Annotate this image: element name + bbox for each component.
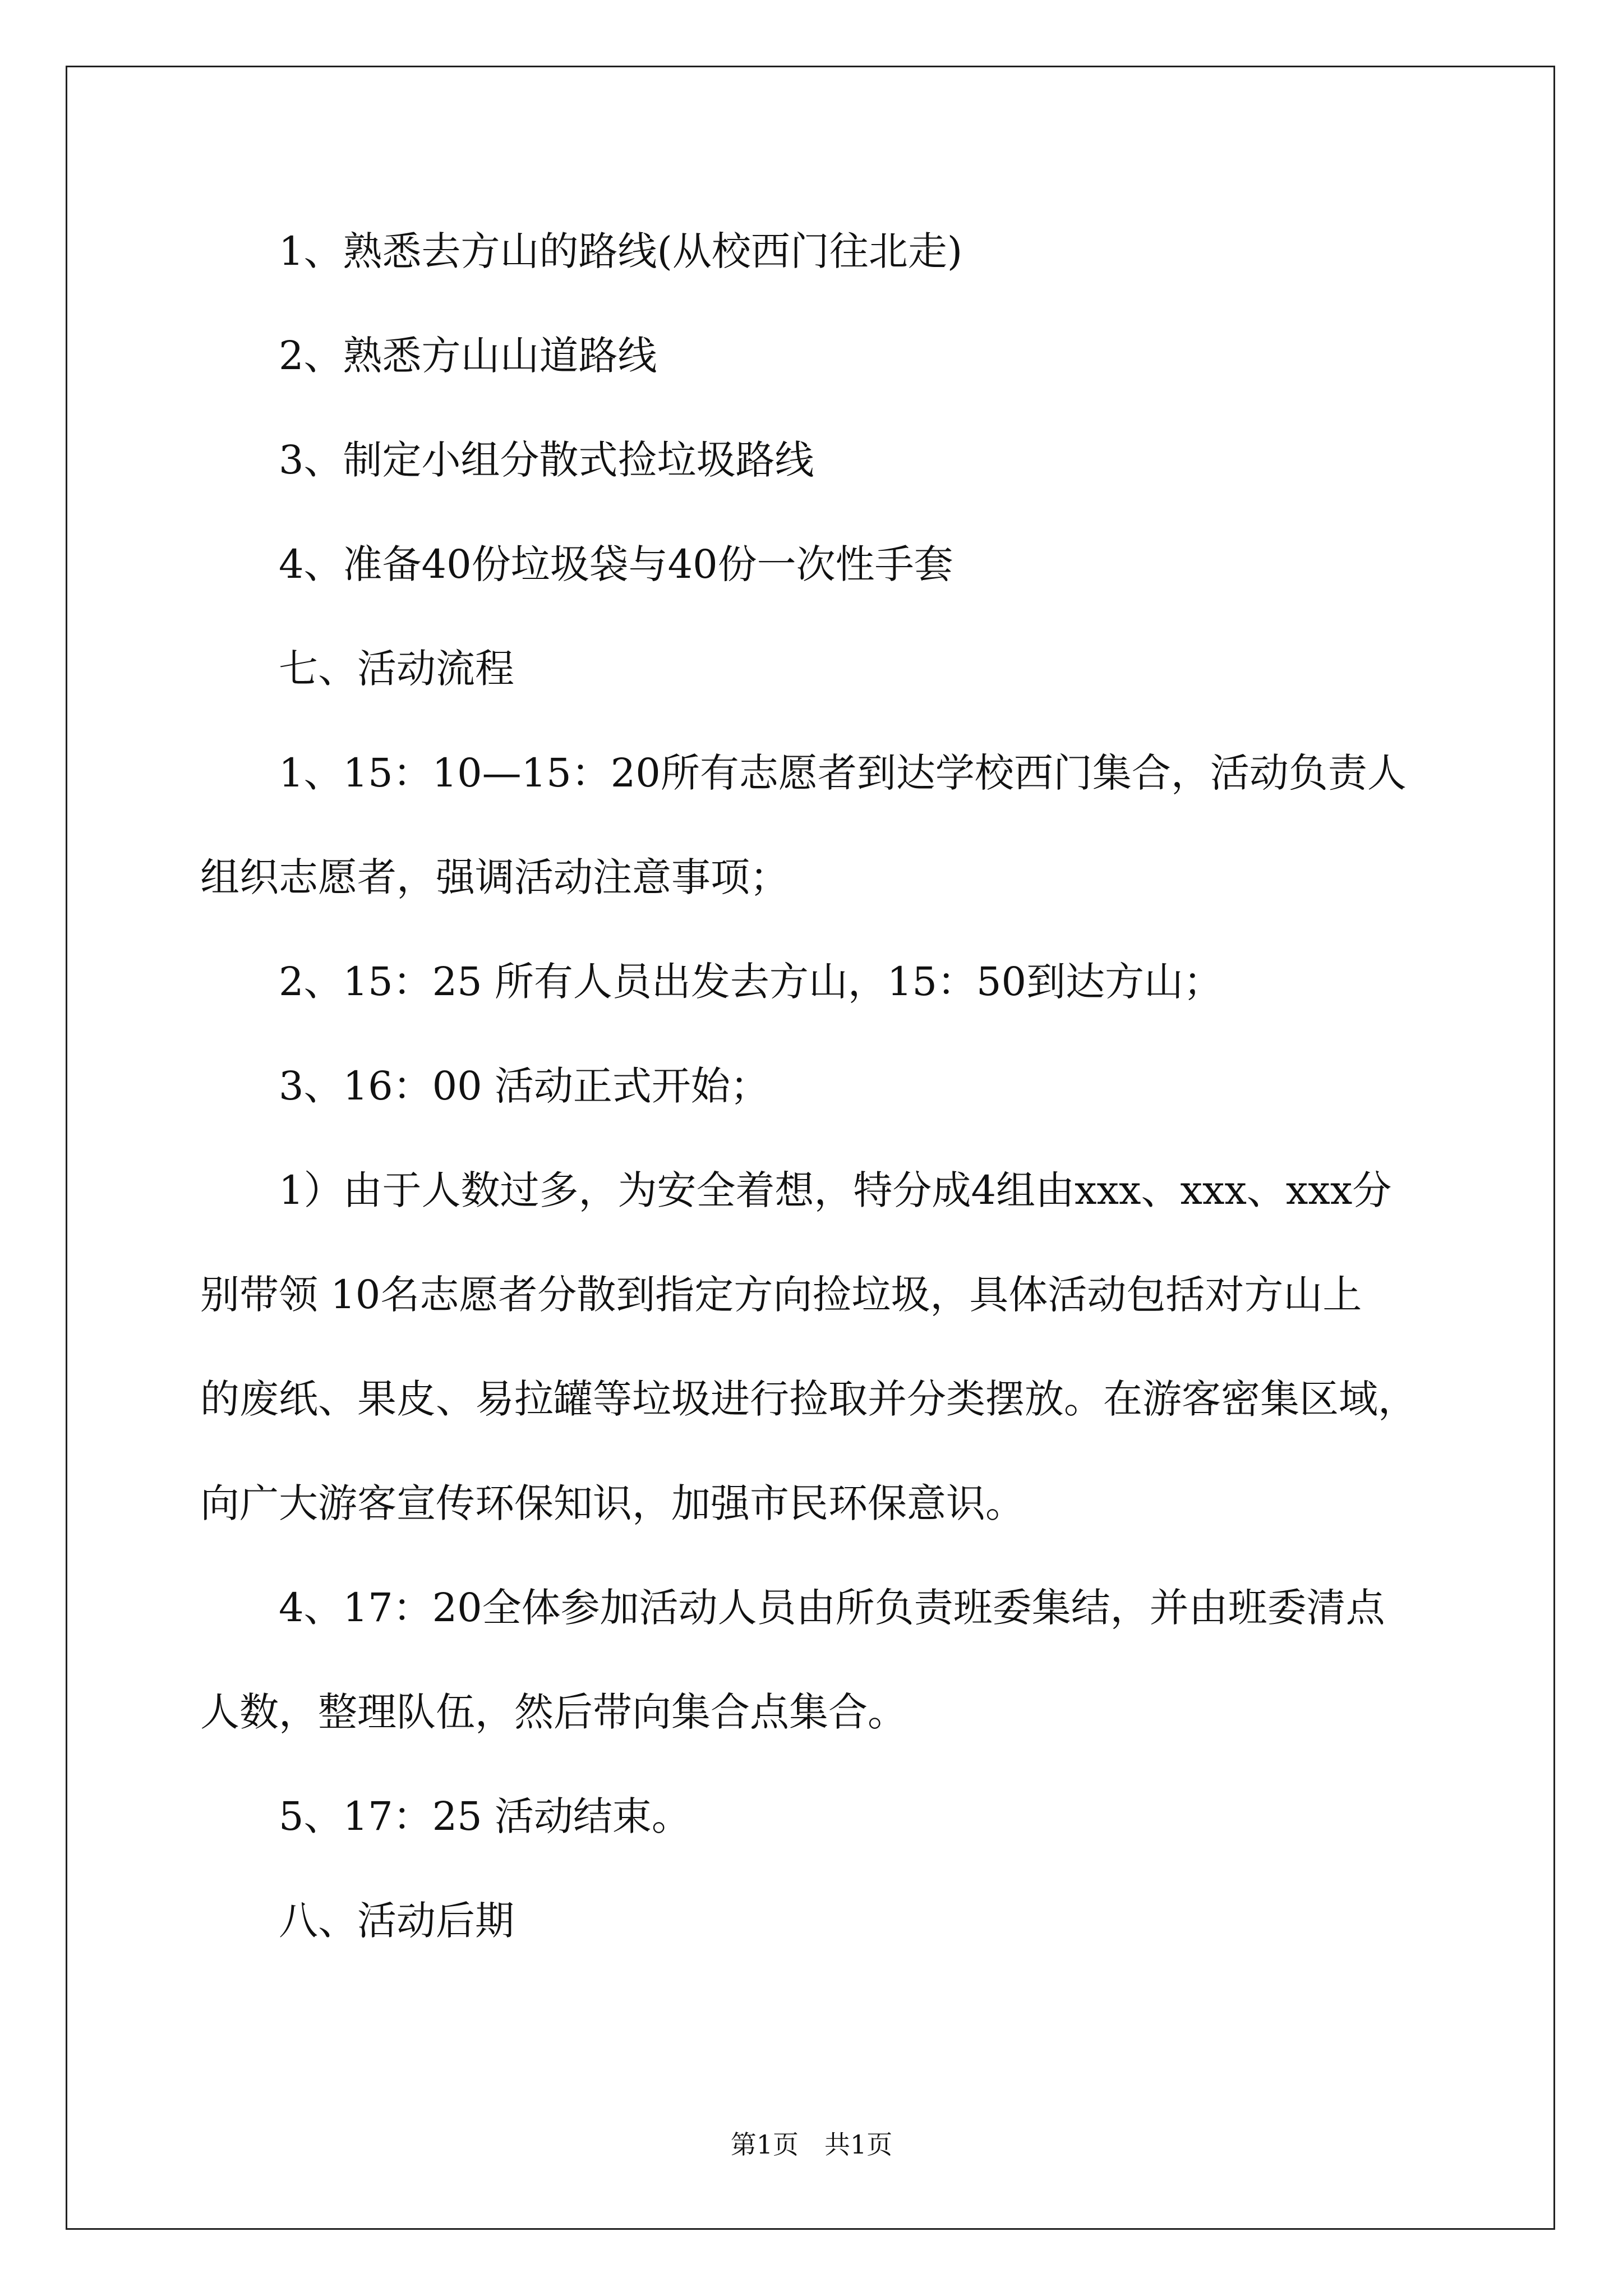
text-line-process-3-1c: 的废纸、果皮、易拉罐等垃圾进行捡取并分类摆放。在游客密集区域， [200, 1376, 1417, 1422]
text-line-process-1a: 1、15：10—15：20所有志愿者到达学校西门集合，活动负责人 [279, 750, 1407, 796]
section-heading-process: 七、活动流程 [279, 646, 514, 692]
section-heading-later: 八、活动后期 [279, 1898, 514, 1944]
text-line-prep-2: 2、熟悉方山山道路线 [279, 333, 657, 379]
page-footer: 第1页 共1页 [730, 2129, 893, 2160]
text-line-prep-3: 3、制定小组分散式捡垃圾路线 [279, 437, 814, 483]
text-line-process-3-1a: 1）由于人数过多，为安全着想，特分成4组由xxx、xxx、xxx分 [279, 1167, 1392, 1213]
text-line-process-2: 2、15：25 所有人员出发去方山，15：50到达方山； [279, 959, 1223, 1005]
text-line-process-4b: 人数，整理队伍，然后带向集合点集合。 [200, 1689, 907, 1735]
text-line-process-3: 3、16：00 活动正式开始； [279, 1063, 769, 1109]
text-line-process-4a: 4、17：20全体参加活动人员由所负责班委集结，并由班委清点 [279, 1585, 1385, 1631]
text-line-prep-1: 1、熟悉去方山的路线(从校西门往北走) [279, 228, 963, 274]
text-line-process-5: 5、17：25 活动结束。 [279, 1793, 691, 1839]
text-line-process-3-1b: 别带领 10名志愿者分散到指定方向捡垃圾，具体活动包括对方山上 [200, 1272, 1362, 1318]
text-line-process-3-1d: 向广大游客宣传环保知识，加强市民环保意识。 [200, 1480, 1025, 1526]
text-line-process-1b: 组织志愿者，强调活动注意事项； [200, 854, 789, 900]
text-line-prep-4: 4、准备40份垃圾袋与40份一次性手套 [279, 541, 953, 587]
